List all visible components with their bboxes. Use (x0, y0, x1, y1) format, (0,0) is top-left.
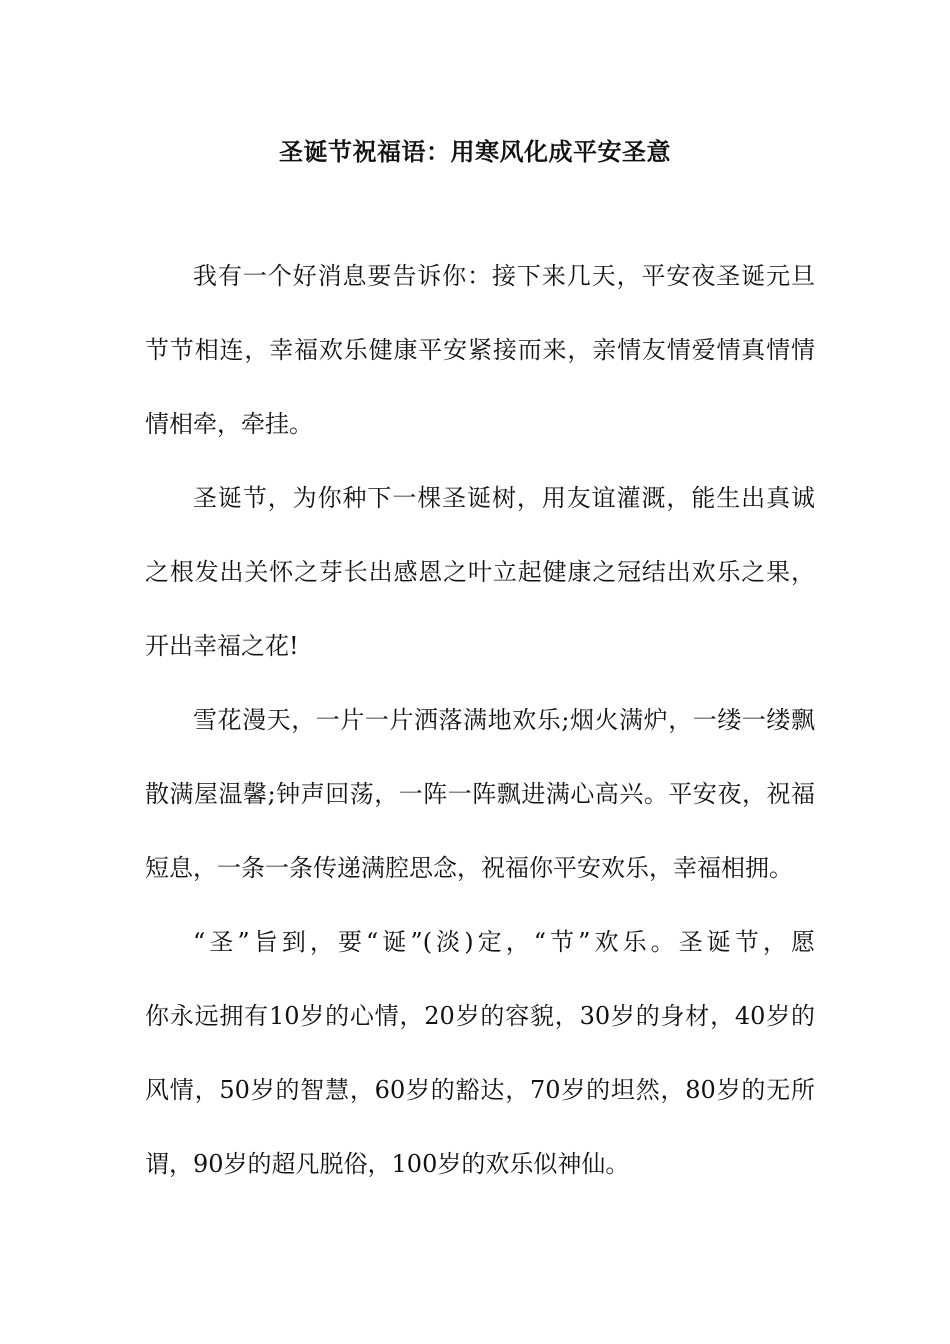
paragraph-3 (145, 699, 815, 921)
paragraph-1 (145, 255, 815, 477)
paragraph-line: 情相牵，牵挂。 (145, 410, 313, 438)
paragraph-line: “圣”旨到，要“诞”(淡)定，“节”欢乐。圣诞节，愿 (193, 928, 815, 956)
document-body (145, 255, 815, 1217)
paragraph-line: 散满屋温馨;钟声回荡，一阵一阵飘进满心高兴。平安夜，祝福 (145, 780, 815, 808)
paragraph-line: 开出幸福之花! (145, 632, 299, 660)
paragraph-line: 风情，50岁的智慧，60岁的豁达，70岁的坦然，80岁的无所 (145, 1076, 815, 1104)
paragraph-2 (145, 477, 815, 699)
paragraph-line: 圣诞节，为你种下一棵圣诞树，用友谊灌溉，能生出真诚 (193, 484, 815, 512)
paragraph-line: 节节相连，幸福欢乐健康平安紧接而来，亲情友情爱情真情情 (145, 336, 815, 364)
paragraph-line: 短息，一条一条传递满腔思念，祝福你平安欢乐，幸福相拥。 (145, 854, 793, 882)
paragraph-line: 谓，90岁的超凡脱俗，100岁的欢乐似神仙。 (145, 1150, 630, 1178)
paragraph-line: 之根发出关怀之芽长出感恩之叶立起健康之冠结出欢乐之果， (145, 558, 815, 586)
paragraph-line: 你永远拥有10岁的心情，20岁的容貌，30岁的身材，40岁的 (145, 1002, 815, 1030)
page-title: 圣诞节祝福语：用寒风化成平安圣意 (279, 137, 671, 166)
paragraph-line: 雪花漫天，一片一片洒落满地欢乐;烟火满炉，一缕一缕飘 (193, 706, 815, 734)
paragraph-line: 我有一个好消息要告诉你：接下来几天，平安夜圣诞元旦 (193, 262, 815, 290)
paragraph-4 (145, 921, 815, 1217)
